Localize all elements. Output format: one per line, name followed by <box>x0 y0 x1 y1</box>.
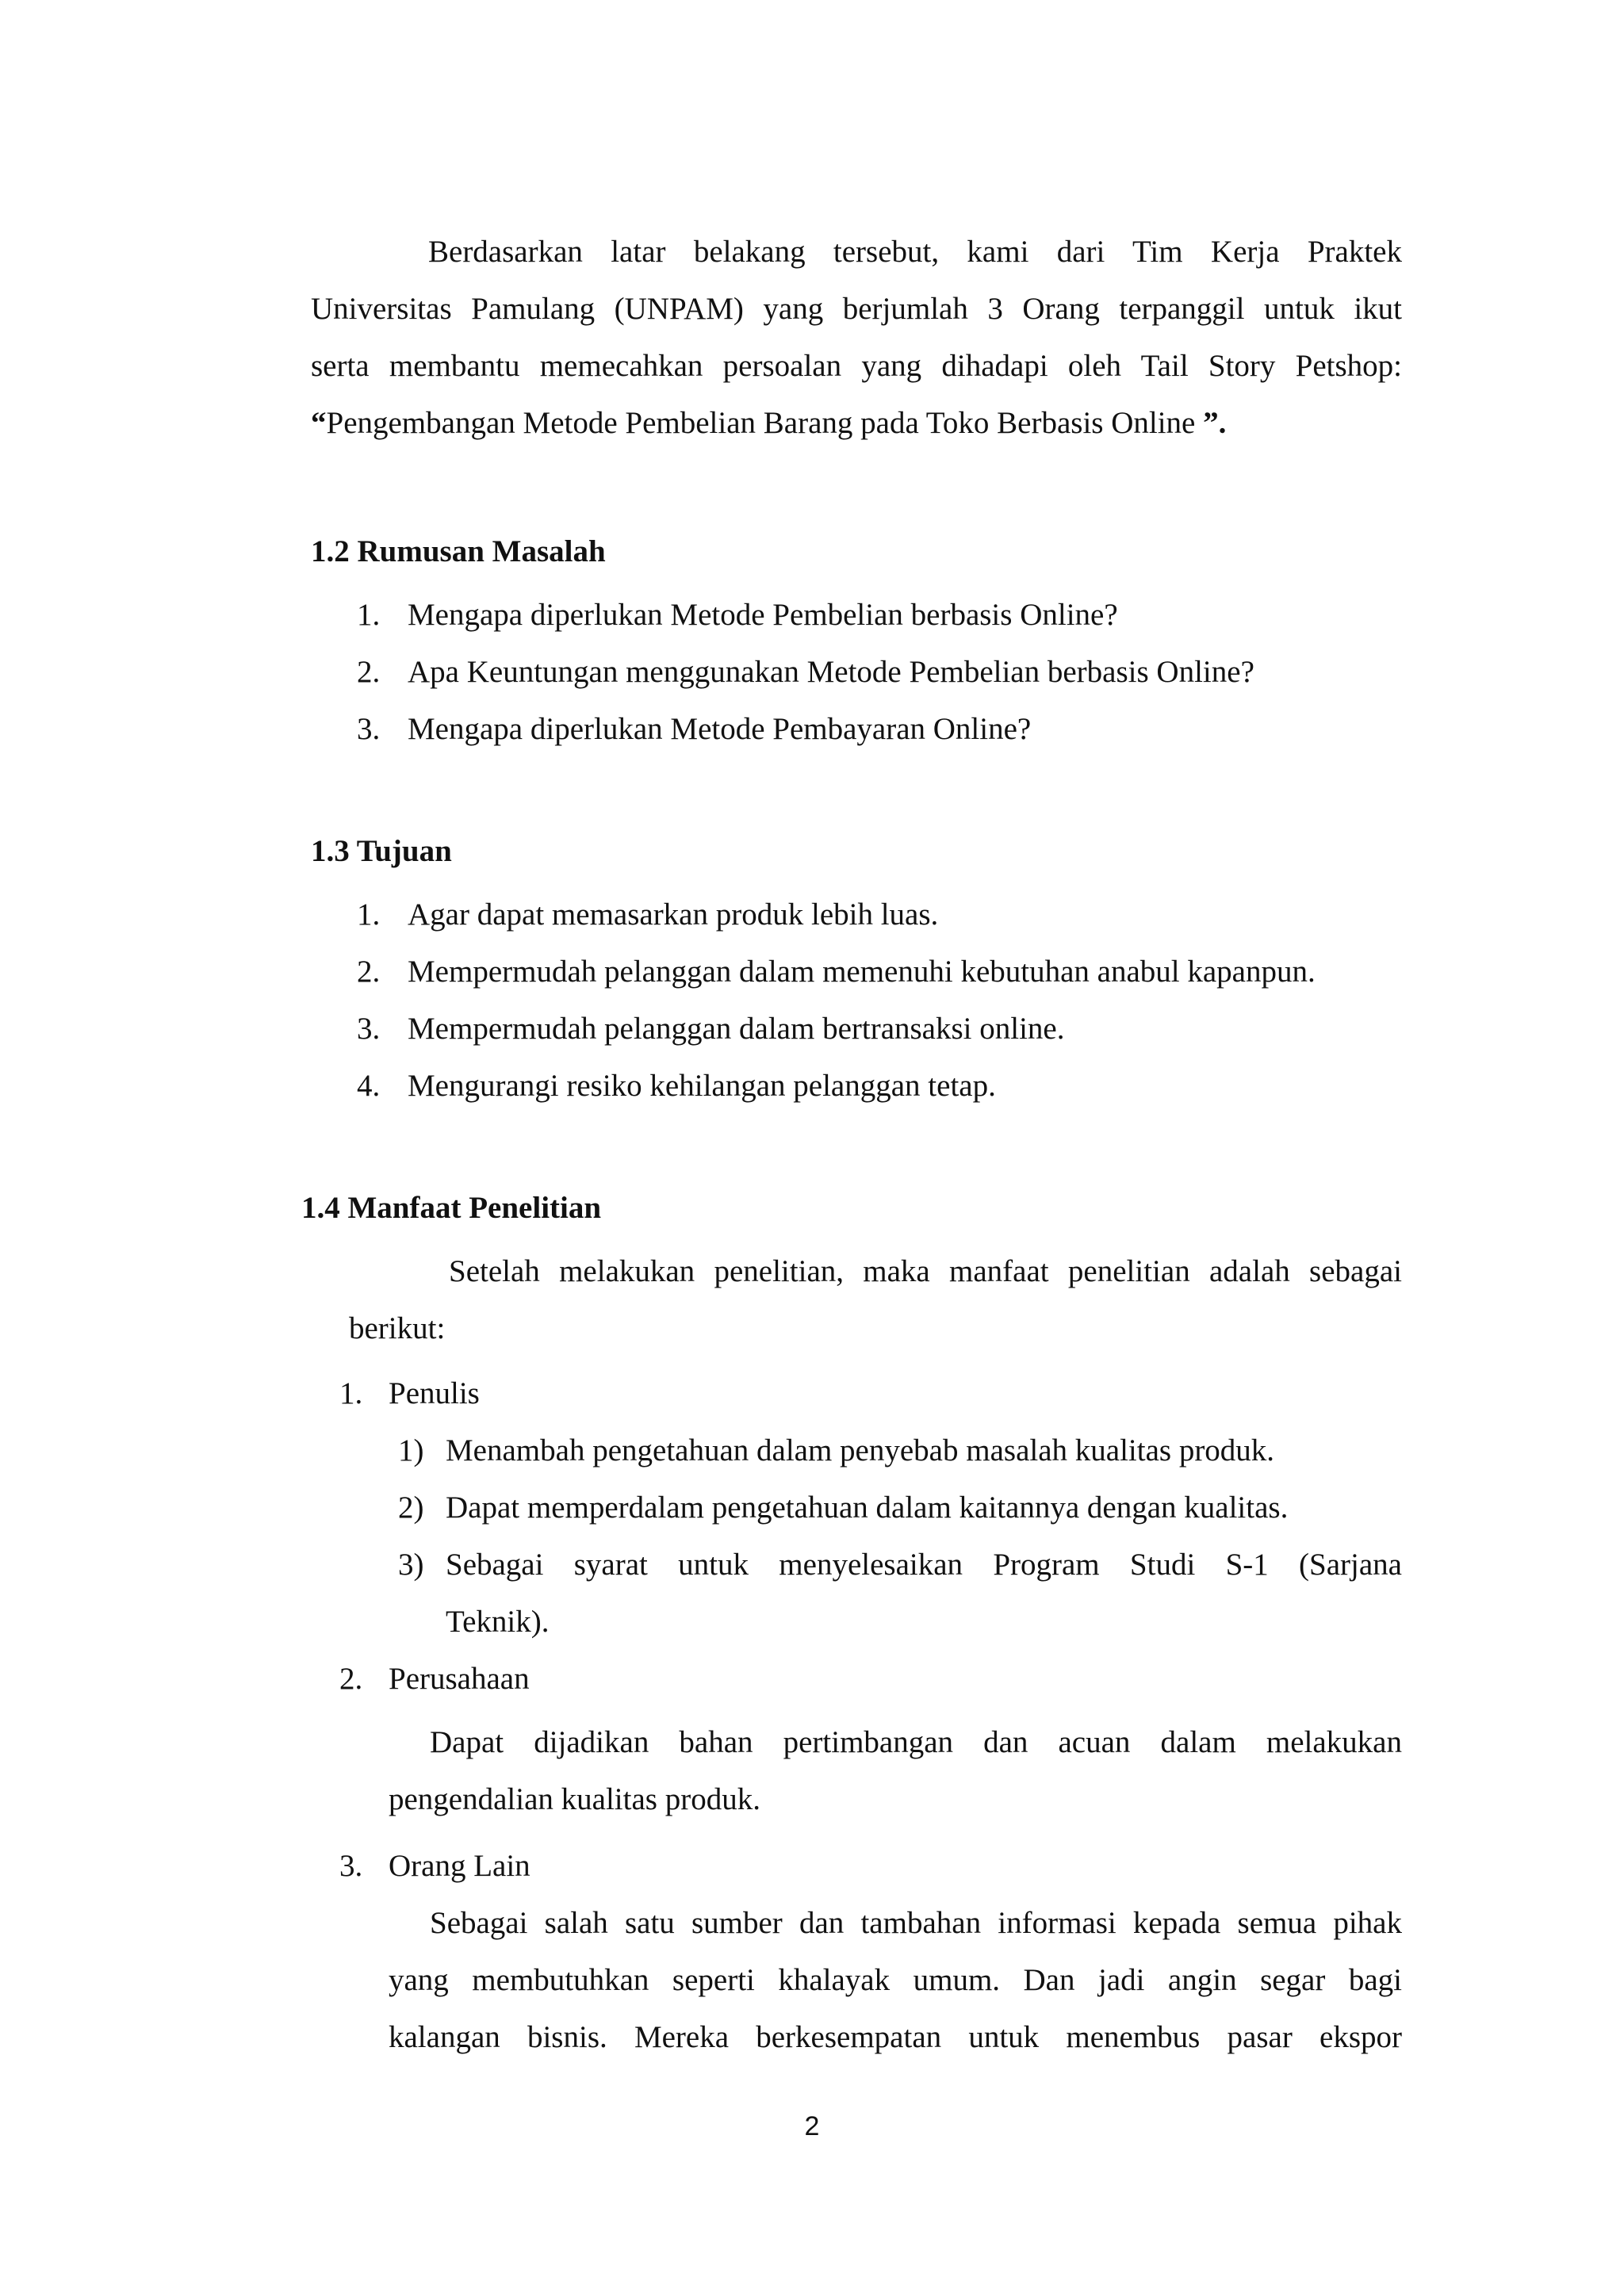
orang-lain-line-2: yang membutuhkan seperti khalayak umum. Dan jadi angin segar bagi <box>389 1963 1402 1997</box>
list-number: 2) <box>398 1490 424 1525</box>
list-item-text: Mengurangi resiko kehilangan pelanggan tetap. <box>408 1069 996 1103</box>
list-item <box>357 953 380 991</box>
open-quote: “ <box>311 406 327 440</box>
page-number: 2 <box>804 2111 820 2141</box>
subsection-label-penulis: Penulis <box>389 1376 480 1410</box>
intro-line-4 <box>311 404 1226 442</box>
list-item-text: Mempermudah pelanggan dalam bertransaksi online. <box>408 1012 1065 1046</box>
manfaat-intro-line-2: berikut: <box>349 1311 446 1345</box>
list-item-text: Menambah pengetahuan dalam penyebab masalah kualitas produk. <box>446 1433 1275 1468</box>
intro-line-2: Universitas Pamulang (UNPAM) yang berjumlah 3 Orang terpanggil untuk ikut <box>311 292 1402 326</box>
intro-line-1: Berdasarkan latar belakang tersebut, kami dari Tim Kerja Praktek <box>428 235 1402 269</box>
subsection-label-orang-lain: Orang Lain <box>389 1849 530 1883</box>
list-item <box>357 710 380 748</box>
subsection-label-perusahaan: Perusahaan <box>389 1662 530 1696</box>
list-number: 1. <box>357 897 381 932</box>
manfaat-intro-line-1: Setelah melakukan penelitian, maka manfaat penelitian adalah sebagai <box>449 1254 1402 1288</box>
heading-rumusan-masalah: 1.2 Rumusan Masalah <box>311 534 606 568</box>
list-item <box>357 1067 380 1105</box>
intro-line-3: serta membantu memecahkan persoalan yang dihadapi oleh Tail Story Petshop: <box>311 349 1402 383</box>
list-item-text: Mengapa diperlukan Metode Pembayaran Online? <box>408 712 1032 746</box>
list-item <box>357 1010 380 1048</box>
list-item-text: Dapat memperdalam pengetahuan dalam kaitannya dengan kualitas. <box>446 1490 1289 1525</box>
heading-manfaat-penelitian: 1.4 Manfaat Penelitian <box>301 1191 602 1225</box>
list-number: 3. <box>339 1849 363 1883</box>
list-number: 3) <box>398 1548 424 1582</box>
orang-lain-line-1: Sebagai salah satu sumber dan tambahan informasi kepada semua pihak <box>430 1906 1402 1940</box>
close-quote: ”. <box>1203 406 1227 440</box>
list-item-text: Mempermudah pelanggan dalam memenuhi kebutuhan anabul kapanpun. <box>408 955 1316 989</box>
list-number: 2. <box>357 655 381 689</box>
list-number: 1) <box>398 1433 424 1468</box>
list-number: 1. <box>339 1376 363 1410</box>
research-title: Pengembangan Metode Pembelian Barang pada Toko Berbasis Online <box>326 406 1204 440</box>
list-item-text-continued: Teknik). <box>446 1605 550 1639</box>
list-number: 4. <box>357 1069 381 1103</box>
list-number: 3. <box>357 1012 381 1046</box>
perusahaan-line-1: Dapat dijadikan bahan pertimbangan dan acuan dalam melakukan <box>430 1725 1402 1759</box>
list-item <box>357 896 380 934</box>
list-item-text: Mengapa diperlukan Metode Pembelian berbasis Online? <box>408 598 1118 632</box>
perusahaan-line-2: pengendalian kualitas produk. <box>389 1782 760 1816</box>
list-item-text: Apa Keuntungan menggunakan Metode Pembelian berbasis Online? <box>408 655 1254 689</box>
list-number: 2. <box>357 955 381 989</box>
orang-lain-line-3: kalangan bisnis. Mereka berkesempatan untuk menembus pasar ekspor <box>389 2020 1402 2054</box>
list-number: 3. <box>357 712 381 746</box>
list-item <box>357 653 380 691</box>
list-item-text: Agar dapat memasarkan produk lebih luas. <box>408 897 939 932</box>
list-item-text: Sebagai syarat untuk menyelesaikan Program Studi S-1 (Sarjana <box>446 1548 1402 1582</box>
heading-tujuan: 1.3 Tujuan <box>311 834 452 868</box>
list-number: 2. <box>339 1662 363 1696</box>
list-item <box>357 596 380 634</box>
list-number: 1. <box>357 598 381 632</box>
